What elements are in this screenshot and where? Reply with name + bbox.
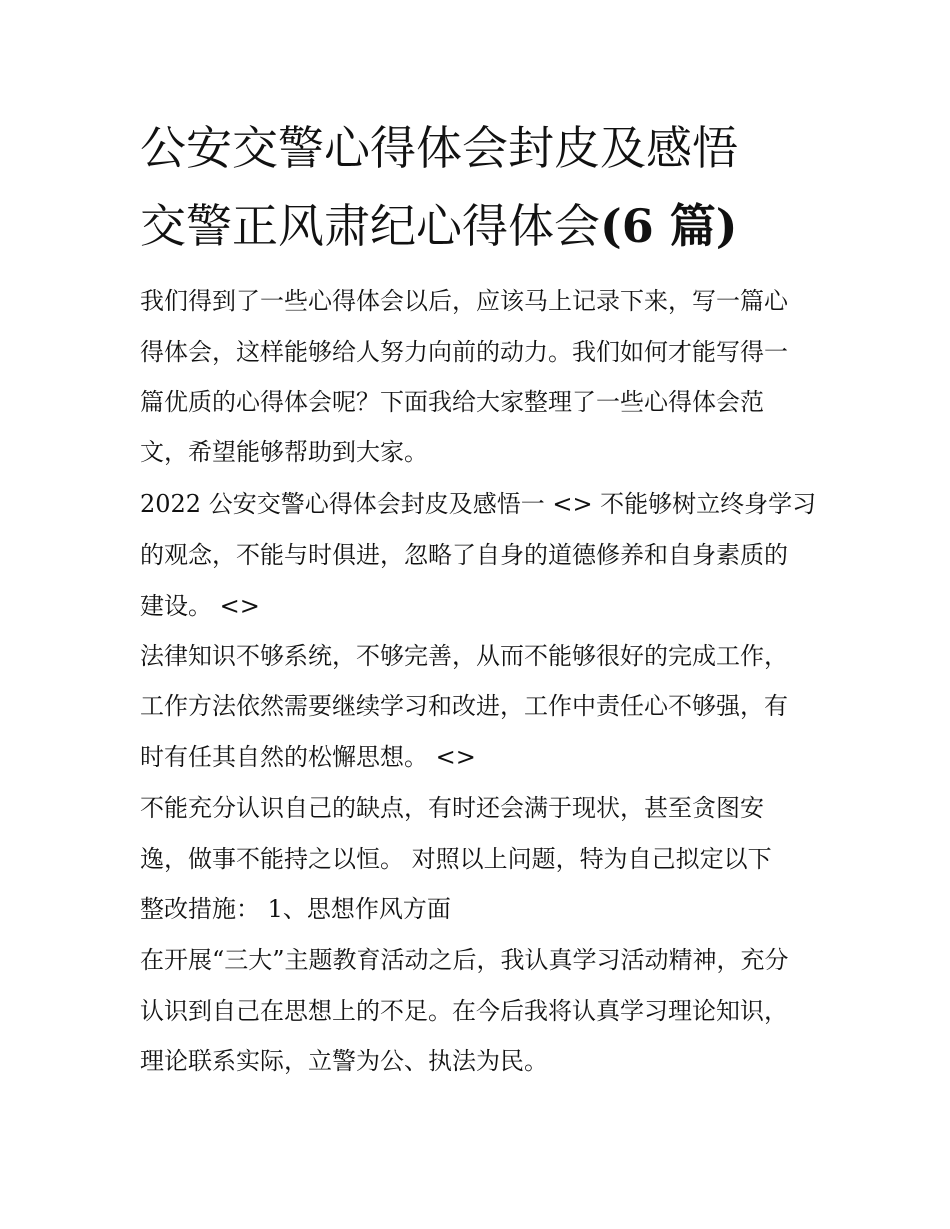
body-line: 工作方法依然需要继续学习和改进，工作中责任心不够强，有 — [140, 692, 788, 720]
body-line: 逸，做事不能持之以恒。 对照以上问题，特为自己拟定以下 — [140, 845, 772, 873]
body-line: 建设。 <> — [140, 592, 260, 620]
body-line: 认识到自己在思想上的不足。在今后我将认真学习理论知识， — [140, 997, 788, 1025]
title-article-count: (6 篇) — [600, 199, 738, 253]
body-line: 篇优质的心得体会呢？下面我给大家整理了一些心得体会范 — [140, 388, 764, 416]
body-line: 法律知识不够系统，不够完善，从而不能够很好的完成工作， — [140, 642, 788, 670]
document-title-line-2 — [140, 198, 738, 254]
body-line: 理论联系实际，立警为公、执法为民。 — [140, 1047, 548, 1075]
title-line-2-text: 交警正风肃纪心得体会 — [140, 199, 600, 253]
body-line: 时有任其自然的松懈思想。 <> — [140, 743, 476, 771]
body-line: 我们得到了一些心得体会以后，应该马上记录下来，写一篇心 — [140, 287, 788, 315]
body-line: 整改措施： 1、思想作风方面 — [140, 895, 451, 923]
body-line: 文，希望能够帮助到大家。 — [140, 438, 428, 466]
body-line: 2022 公安交警心得体会封皮及感悟一 <> 不能够树立终身学习 — [140, 490, 817, 518]
document-title-line-1: 公安交警心得体会封皮及感悟 — [140, 121, 738, 175]
body-line: 不能充分认识自己的缺点，有时还会满于现状，甚至贪图安 — [140, 794, 764, 822]
body-line: 在开展“三大”主题教育活动之后，我认真学习活动精神，充分 — [140, 946, 789, 974]
body-line: 的观念，不能与时俱进，忽略了自身的道德修养和自身素质的 — [140, 541, 788, 569]
body-line: 得体会，这样能够给人努力向前的动力。我们如何才能写得一 — [140, 338, 788, 366]
